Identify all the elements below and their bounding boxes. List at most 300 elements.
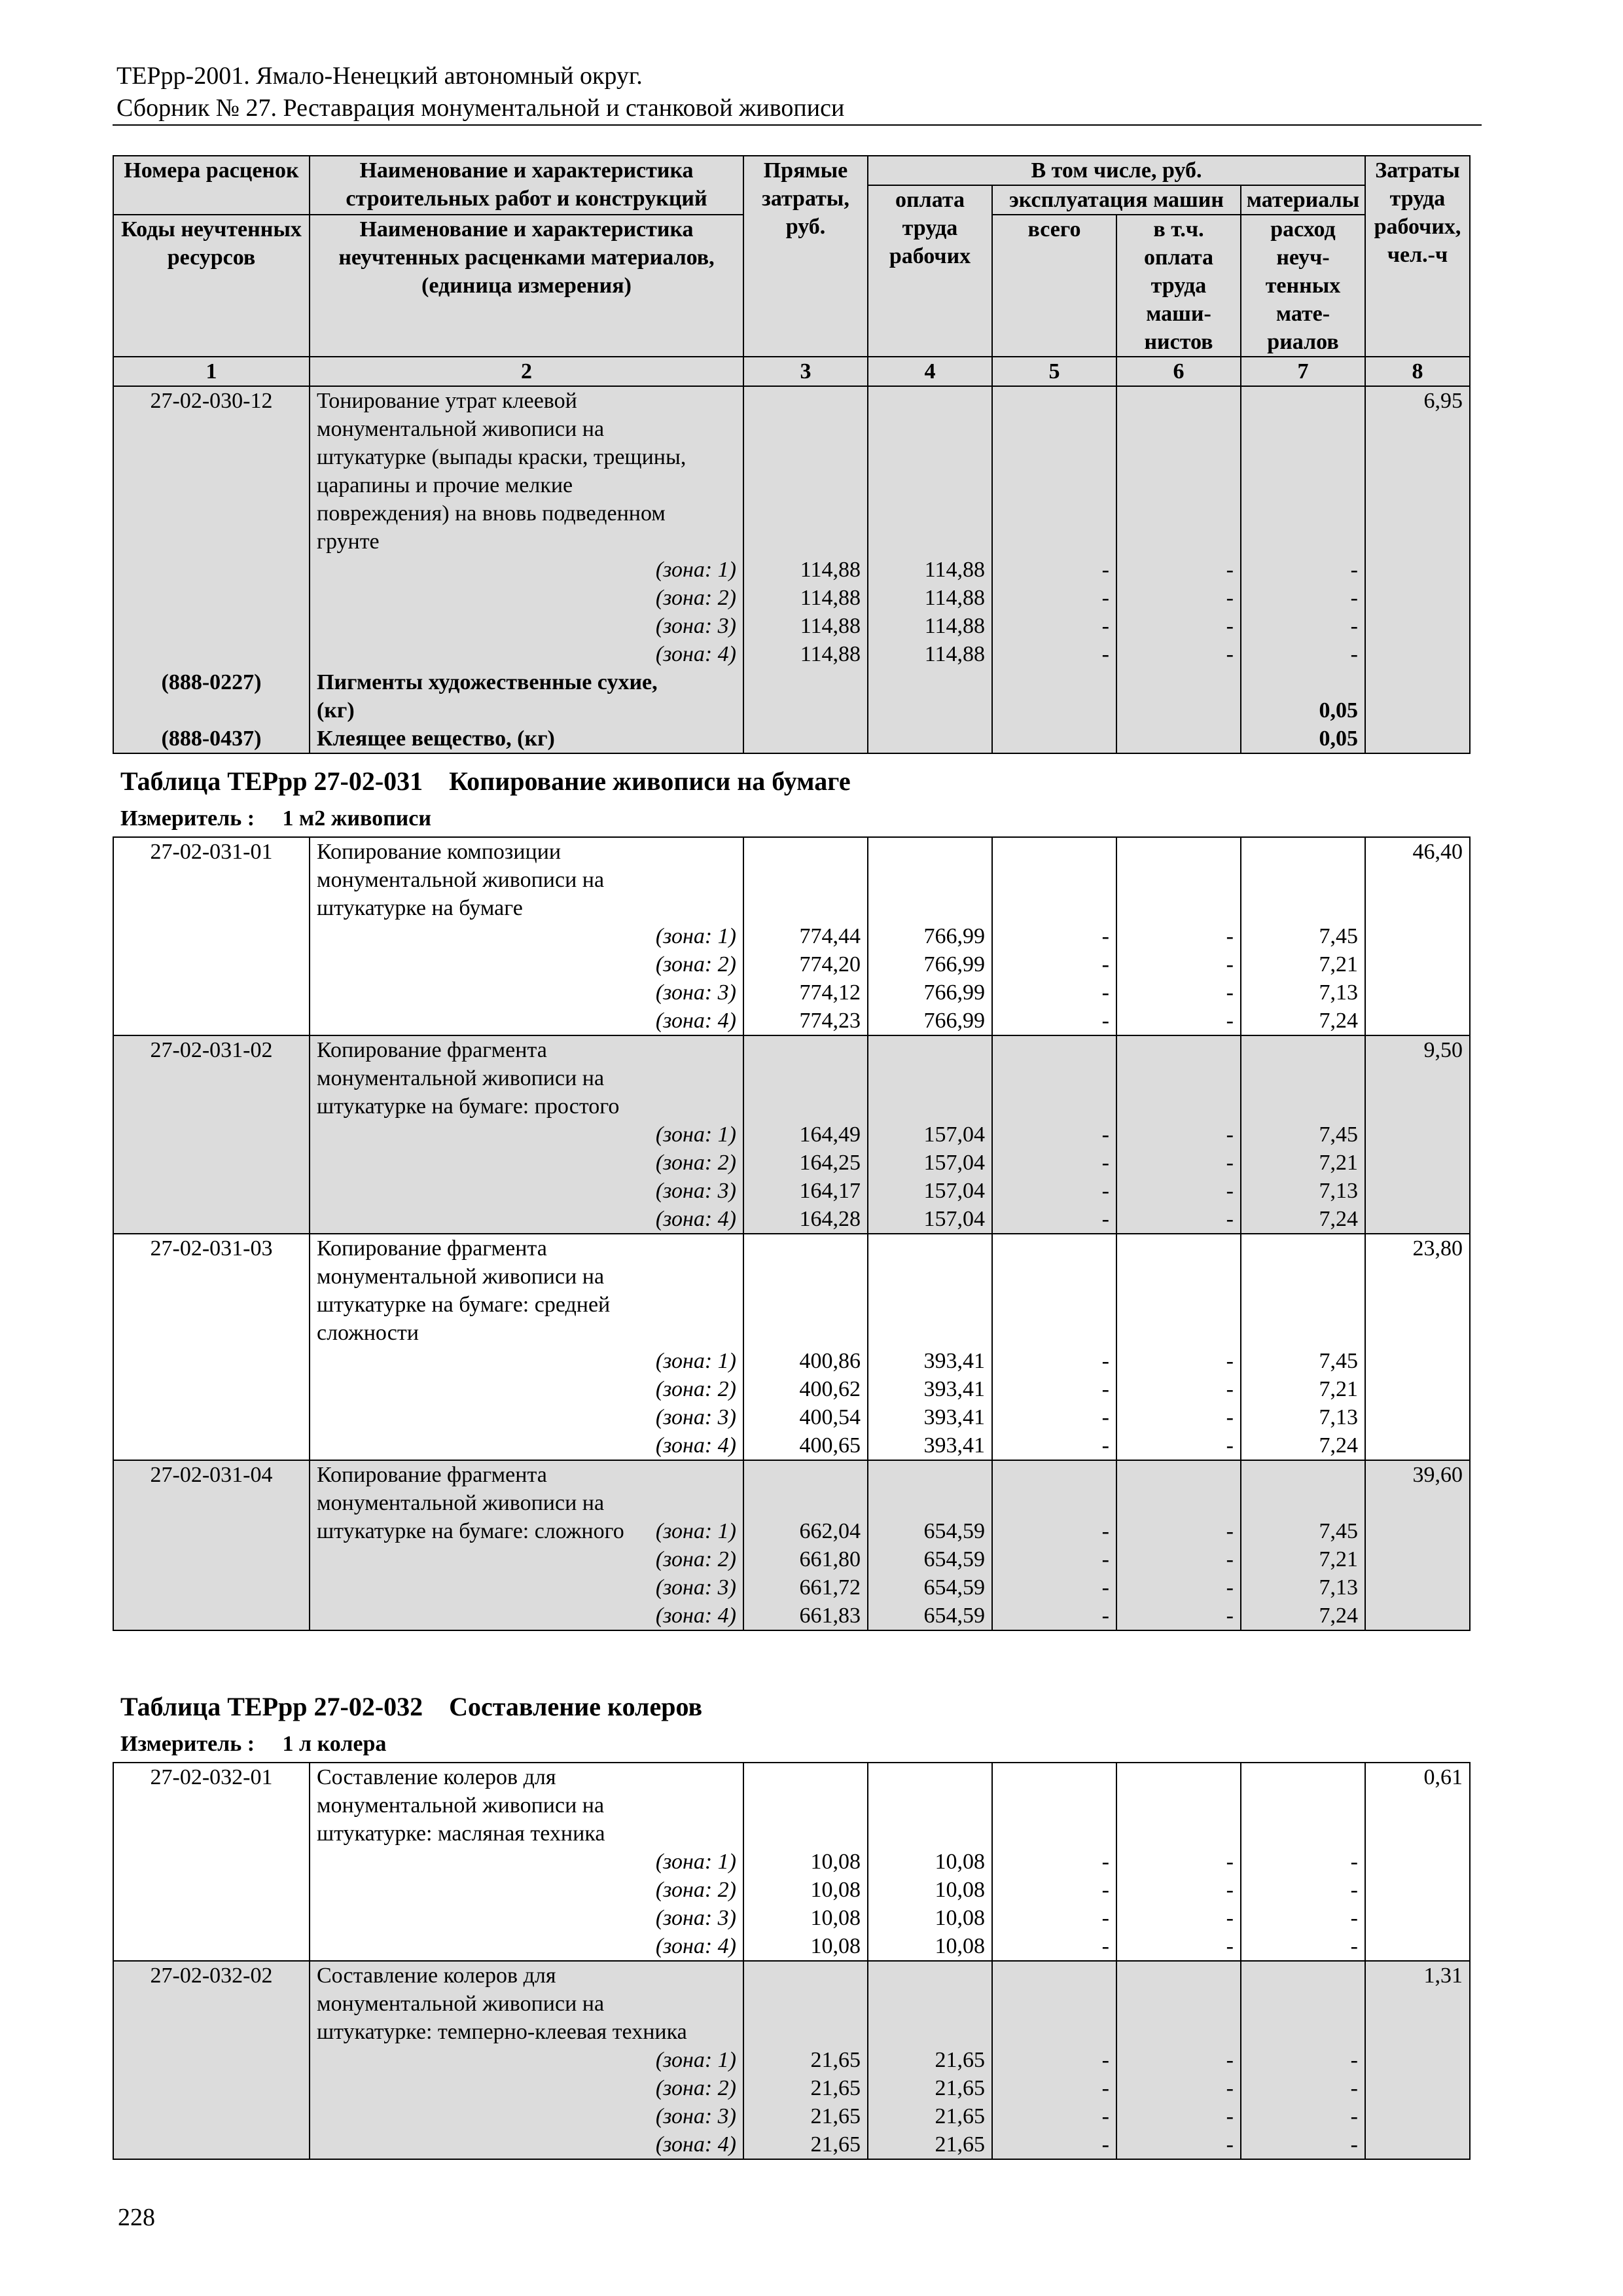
spacer <box>1241 528 1358 556</box>
zone-value: 400,86 <box>799 1349 861 1373</box>
spacer <box>1241 894 1358 922</box>
zone-value: 766,99 <box>923 924 985 948</box>
material-usage: 0,05 <box>1319 726 1358 751</box>
spacer <box>868 387 985 415</box>
zone-value: - <box>1226 1519 1234 1543</box>
table2-title: Таблица ТЕРрр 27-02-031 Копирование живописи на бумаге <box>120 766 851 796</box>
zone-value: 114,88 <box>800 642 861 666</box>
zone-value: 157,04 <box>923 1179 985 1203</box>
zone-label: (зона: 2) <box>655 2076 736 2100</box>
zone-label: (зона: 3) <box>655 980 736 1005</box>
zone-label: (зона: 3) <box>655 2104 736 2128</box>
value-cell-c3 <box>743 837 868 1035</box>
spacer <box>993 866 1109 894</box>
description-cell <box>310 1763 743 1961</box>
zone-value: 654,59 <box>923 1547 985 1571</box>
zone-value: - <box>1101 614 1109 638</box>
spacer <box>744 1461 861 1489</box>
zone-value: 21,65 <box>935 2076 985 2100</box>
spacer <box>744 443 861 471</box>
zone-value: - <box>1226 2104 1234 2128</box>
spacer <box>744 725 861 753</box>
zone-value: 114,88 <box>924 586 985 610</box>
zone-value: 10,08 <box>935 1850 985 1874</box>
spacer <box>114 443 309 471</box>
spacer <box>1241 668 1358 696</box>
spacer <box>1117 1461 1234 1489</box>
zone-value: - <box>1101 1906 1109 1930</box>
text-line: повреждения) на вновь подведенном <box>317 501 666 526</box>
spacer <box>993 1763 1109 1791</box>
labor-value: 6,95 <box>1423 389 1463 413</box>
spacer <box>1241 1990 1358 2018</box>
zone-value: 164,49 <box>799 1122 861 1147</box>
labor-cell <box>1365 386 1470 753</box>
zone-label: (зона: 4) <box>655 1433 736 1458</box>
spacer <box>868 1990 985 2018</box>
zone-value: 114,88 <box>924 642 985 666</box>
labor-cell <box>1365 1035 1470 1234</box>
spacer <box>1241 1763 1358 1791</box>
spacer <box>993 1820 1109 1848</box>
zone-value: - <box>1350 558 1358 582</box>
value-cell-c5 <box>992 1961 1116 2159</box>
spacer <box>1117 866 1234 894</box>
rate-code-cell <box>113 1035 310 1234</box>
zone-value: - <box>1350 2104 1358 2128</box>
spacer <box>868 415 985 443</box>
spacer <box>993 1319 1109 1347</box>
zone-value: 7,21 <box>1319 1547 1358 1571</box>
zone-value: 10,08 <box>810 1850 861 1874</box>
text-line: штукатурке: масляная техника <box>317 1821 605 1846</box>
zone-value: - <box>1226 980 1234 1005</box>
rate-code-cell <box>113 837 310 1035</box>
spacer <box>993 1036 1109 1064</box>
value-cell-c7 <box>1241 1460 1365 1630</box>
zone-value: - <box>1226 2048 1234 2072</box>
spacer <box>868 1820 985 1848</box>
spacer <box>114 415 309 443</box>
zone-value: 400,65 <box>799 1433 861 1458</box>
text-line: Копирование фрагмента <box>317 1038 547 1062</box>
text-line: штукатурке на бумаге: сложного <box>317 1519 624 1543</box>
zone-value: 654,59 <box>923 1604 985 1628</box>
zone-label: (зона: 1) <box>655 1519 736 1543</box>
zone-value: 766,99 <box>923 952 985 977</box>
spacer <box>993 894 1109 922</box>
zone-label: (зона: 3) <box>655 1179 736 1203</box>
spacer <box>868 696 985 725</box>
text-line: монументальной живописи на <box>317 417 605 441</box>
spacer <box>868 1962 985 1990</box>
zone-value: 157,04 <box>923 1207 985 1231</box>
spacer <box>1117 894 1234 922</box>
spacer <box>744 499 861 528</box>
value-cell-c4 <box>868 386 992 753</box>
zone-value: 654,59 <box>923 1519 985 1543</box>
zone-label: (зона: 1) <box>655 924 736 948</box>
spacer <box>868 2018 985 2046</box>
value-cell-c7 <box>1241 386 1365 753</box>
col-header-incl-wages: в т.ч. оплата труда маши-нистов <box>1116 215 1241 357</box>
zone-value: - <box>1101 1151 1109 1175</box>
zone-value: 21,65 <box>935 2104 985 2128</box>
spacer <box>744 1234 861 1263</box>
description-cell <box>310 837 743 1035</box>
zone-value: 774,44 <box>799 924 861 948</box>
table-row <box>113 1961 1470 2159</box>
spacer <box>1117 1234 1234 1263</box>
spacer <box>868 443 985 471</box>
spacer <box>744 528 861 556</box>
zone-value: 7,45 <box>1319 924 1358 948</box>
zone-value: 10,08 <box>935 1878 985 1902</box>
zone-label: (зона: 2) <box>655 1377 736 1401</box>
zone-value: - <box>1350 642 1358 666</box>
labor-cell <box>1365 1460 1470 1630</box>
value-cell-c4 <box>868 1234 992 1460</box>
spacer <box>114 556 309 584</box>
labor-cell <box>1365 837 1470 1035</box>
spacer <box>868 1763 985 1791</box>
text-line: монументальной живописи на <box>317 1265 605 1289</box>
zone-value: - <box>1226 1906 1234 1930</box>
spacer <box>1117 696 1234 725</box>
zone-value: 21,65 <box>935 2048 985 2072</box>
text-line: штукатурке на бумаге: средней <box>317 1293 611 1317</box>
zone-value: 10,08 <box>935 1934 985 1958</box>
labor-value: 0,61 <box>1423 1765 1463 1789</box>
zone-value: 164,28 <box>799 1207 861 1231</box>
material-code: (888-0227) <box>161 670 262 694</box>
zone-label: (зона: 4) <box>655 1604 736 1628</box>
value-cell-c6 <box>1116 837 1241 1035</box>
labor-value: 1,31 <box>1423 1964 1463 1988</box>
zone-label: (зона: 4) <box>655 1934 736 1958</box>
zone-value: 7,24 <box>1319 1433 1358 1458</box>
rate-code-cell <box>113 1961 310 2159</box>
col-header-numbers: Номера расценок <box>113 156 310 215</box>
value-cell-c7 <box>1241 1763 1365 1961</box>
spacer <box>993 2018 1109 2046</box>
zone-label: (зона: 4) <box>655 1009 736 1033</box>
spacer <box>993 471 1109 499</box>
zone-value: 7,24 <box>1319 1009 1358 1033</box>
description-cell <box>310 386 743 753</box>
running-header-line2: Сборник № 27. Реставрация монументальной и станковой живописи <box>116 94 845 122</box>
zone-label: (зона: 3) <box>655 614 736 638</box>
spacer <box>868 1092 985 1121</box>
zone-value: 400,54 <box>799 1405 861 1429</box>
zone-value: - <box>1350 1850 1358 1874</box>
spacer <box>1241 499 1358 528</box>
table-row <box>113 1234 1470 1460</box>
spacer <box>1241 1461 1358 1489</box>
zone-value: - <box>1101 2104 1109 2128</box>
spacer <box>114 696 309 725</box>
zone-value: - <box>1226 1151 1234 1175</box>
spacer <box>1241 1036 1358 1064</box>
spacer <box>868 1064 985 1092</box>
zone-value: - <box>1101 2076 1109 2100</box>
zone-label: (зона: 3) <box>655 1405 736 1429</box>
spacer <box>1241 415 1358 443</box>
table3-title: Таблица ТЕРрр 27-02-032 Составление колеров <box>120 1692 703 1721</box>
zone-value: - <box>1226 642 1234 666</box>
zone-value: - <box>1101 1575 1109 1600</box>
zone-value: - <box>1350 2132 1358 2157</box>
spacer <box>1117 1092 1234 1121</box>
zone-value: 393,41 <box>923 1433 985 1458</box>
spacer <box>744 1791 861 1820</box>
rate-code: 27-02-031-01 <box>150 840 273 864</box>
zone-value: 774,20 <box>799 952 861 977</box>
spacer <box>1117 499 1234 528</box>
spacer <box>868 866 985 894</box>
spacer <box>1117 1319 1234 1347</box>
spacer <box>744 1319 861 1347</box>
value-cell-c6 <box>1116 1460 1241 1630</box>
zone-value: 400,62 <box>799 1377 861 1401</box>
rate-code: 27-02-030-12 <box>150 389 273 413</box>
zone-value: - <box>1350 2048 1358 2072</box>
spacer <box>744 1036 861 1064</box>
zone-value: - <box>1226 1878 1234 1902</box>
col-header-name-top: Наименование и характеристика строительных работ и конструкций <box>310 156 743 215</box>
value-cell-c7 <box>1241 1035 1365 1234</box>
zone-value: - <box>1101 1207 1109 1231</box>
zone-label: (зона: 2) <box>655 1878 736 1902</box>
zone-value: 662,04 <box>799 1519 861 1543</box>
zone-value: 393,41 <box>923 1377 985 1401</box>
labor-value: 9,50 <box>1423 1038 1463 1062</box>
zone-value: 661,72 <box>799 1575 861 1600</box>
spacer <box>1117 471 1234 499</box>
value-cell-c3 <box>743 1035 868 1234</box>
spacer <box>1241 387 1358 415</box>
spacer <box>744 838 861 866</box>
zone-value: 10,08 <box>935 1906 985 1930</box>
labor-value: 46,40 <box>1412 840 1463 864</box>
zone-value: - <box>1226 1433 1234 1458</box>
zone-value: 661,80 <box>799 1547 861 1571</box>
spacer <box>114 499 309 528</box>
rate-code: 27-02-031-02 <box>150 1038 273 1062</box>
zone-value: - <box>1226 1179 1234 1203</box>
zone-value: - <box>1350 1934 1358 1958</box>
spacer <box>868 1291 985 1319</box>
zone-value: - <box>1101 1878 1109 1902</box>
page-number: 228 <box>118 2204 155 2231</box>
spacer <box>1117 1820 1234 1848</box>
spacer <box>993 1489 1109 1517</box>
col-header-total: всего <box>992 215 1116 357</box>
spacer <box>744 1763 861 1791</box>
col-num-4: 4 <box>868 357 992 386</box>
spacer <box>993 1461 1109 1489</box>
running-header-line1: ТЕРрр-2001. Ямало-Ненецкий автономный округ. <box>116 62 643 90</box>
zone-value: 21,65 <box>810 2132 861 2157</box>
zone-value: - <box>1350 1878 1358 1902</box>
zone-value: 7,45 <box>1319 1349 1358 1373</box>
col-num-8: 8 <box>1365 357 1470 386</box>
zone-value: - <box>1101 1179 1109 1203</box>
text-line: Копирование фрагмента <box>317 1236 547 1261</box>
rate-code-cell <box>113 1763 310 1961</box>
spacer <box>868 528 985 556</box>
zone-label: (зона: 2) <box>655 952 736 977</box>
spacer <box>993 1791 1109 1820</box>
spacer <box>744 1092 861 1121</box>
col-header-labor: Затраты труда рабочих, чел.-ч <box>1365 156 1470 357</box>
labor-cell <box>1365 1763 1470 1961</box>
col-header-mat-usage: расход неуч-тенных мате-риалов <box>1241 215 1365 357</box>
spacer <box>1117 415 1234 443</box>
spacer <box>1117 668 1234 696</box>
spacer <box>744 1962 861 1990</box>
zone-value: 393,41 <box>923 1405 985 1429</box>
spacer <box>1117 528 1234 556</box>
spacer <box>993 528 1109 556</box>
zone-value: - <box>1226 614 1234 638</box>
zone-value: 164,25 <box>799 1151 861 1175</box>
spacer <box>868 1461 985 1489</box>
zone-value: - <box>1350 586 1358 610</box>
spacer <box>744 1489 861 1517</box>
spacer <box>1117 1263 1234 1291</box>
material-code: (888-0437) <box>161 726 262 751</box>
zone-value: 661,83 <box>799 1604 861 1628</box>
col-header-wages: оплата труда рабочих <box>868 185 992 357</box>
zone-value: 114,88 <box>800 586 861 610</box>
zone-value: - <box>1226 1122 1234 1147</box>
zone-value: - <box>1101 1009 1109 1033</box>
spacer <box>1117 1791 1234 1820</box>
spacer <box>868 725 985 753</box>
value-cell-c4 <box>868 837 992 1035</box>
description-cell <box>310 1234 743 1460</box>
zone-value: 10,08 <box>810 1906 861 1930</box>
spacer <box>1241 443 1358 471</box>
spacer <box>993 1064 1109 1092</box>
zone-value: 766,99 <box>923 980 985 1005</box>
zone-value: - <box>1101 1850 1109 1874</box>
spacer <box>744 1291 861 1319</box>
value-cell-c3 <box>743 386 868 753</box>
col-header-direct: Прямые затраты, руб. <box>743 156 868 357</box>
zone-value: 7,45 <box>1319 1122 1358 1147</box>
spacer <box>993 443 1109 471</box>
spacer <box>1241 1234 1358 1263</box>
zone-value: 7,13 <box>1319 1405 1358 1429</box>
value-cell-c5 <box>992 837 1116 1035</box>
zone-label: (зона: 1) <box>655 1122 736 1147</box>
zone-value: 7,24 <box>1319 1207 1358 1231</box>
zone-label: (зона: 1) <box>655 2048 736 2072</box>
spacer <box>1241 471 1358 499</box>
zone-label: (зона: 1) <box>655 558 736 582</box>
value-cell-c3 <box>743 1460 868 1630</box>
spacer <box>993 1291 1109 1319</box>
spacer <box>744 1820 861 1848</box>
spacer <box>1241 1791 1358 1820</box>
zone-label: (зона: 1) <box>655 1349 736 1373</box>
spacer <box>993 415 1109 443</box>
table-row <box>113 1035 1470 1234</box>
value-cell-c7 <box>1241 1234 1365 1460</box>
zone-value: - <box>1101 1377 1109 1401</box>
zone-value: - <box>1101 1934 1109 1958</box>
zone-value: 21,65 <box>810 2104 861 2128</box>
spacer <box>993 725 1109 753</box>
spacer <box>1241 1291 1358 1319</box>
text-line: Составление колеров для <box>317 1765 556 1789</box>
spacer <box>1241 1319 1358 1347</box>
spacer <box>993 1990 1109 2018</box>
spacer <box>114 584 309 612</box>
spacer <box>1241 1263 1358 1291</box>
spacer <box>993 838 1109 866</box>
zone-value: 7,21 <box>1319 952 1358 977</box>
zone-value: - <box>1350 614 1358 638</box>
table-row <box>113 1460 1470 1630</box>
zone-value: - <box>1226 1377 1234 1401</box>
header-rule <box>113 124 1482 126</box>
spacer <box>1117 725 1234 753</box>
text-line: штукатурке: темперно-клеевая техника <box>317 2020 687 2044</box>
text-line: монументальной живописи на <box>317 1491 605 1515</box>
zone-value: 7,24 <box>1319 1604 1358 1628</box>
zone-label: (зона: 2) <box>655 1547 736 1571</box>
table-27-02-032 <box>113 1762 1471 2160</box>
zone-value: 766,99 <box>923 1009 985 1033</box>
rate-code: 27-02-031-04 <box>150 1463 273 1487</box>
spacer <box>744 1263 861 1291</box>
value-cell-c5 <box>992 1035 1116 1234</box>
text-line: монументальной живописи на <box>317 1066 605 1090</box>
text-line: царапины и прочие мелкие <box>317 473 573 497</box>
zone-label: (зона: 3) <box>655 1575 736 1600</box>
text-line: штукатурке на бумаге: простого <box>317 1094 620 1119</box>
value-cell-c5 <box>992 386 1116 753</box>
zone-value: - <box>1226 1604 1234 1628</box>
zone-value: - <box>1101 2048 1109 2072</box>
spacer <box>1117 1291 1234 1319</box>
spacer <box>993 696 1109 725</box>
labor-value: 23,80 <box>1412 1236 1463 1261</box>
spacer <box>744 1990 861 2018</box>
value-cell-c4 <box>868 1763 992 1961</box>
spacer <box>868 471 985 499</box>
zone-value: 774,23 <box>799 1009 861 1033</box>
rate-code: 27-02-032-01 <box>150 1765 273 1789</box>
zone-value: - <box>1226 1547 1234 1571</box>
value-cell-c3 <box>743 1961 868 2159</box>
text-line: грунте <box>317 529 380 554</box>
col-num-7: 7 <box>1241 357 1365 386</box>
zone-value: 7,21 <box>1319 1377 1358 1401</box>
spacer <box>993 1263 1109 1291</box>
zone-value: - <box>1226 1850 1234 1874</box>
spacer <box>1117 1064 1234 1092</box>
spacer <box>1117 838 1234 866</box>
value-cell-c5 <box>992 1460 1116 1630</box>
zone-value: - <box>1226 1207 1234 1231</box>
description-cell <box>310 1460 743 1630</box>
zone-value: 114,88 <box>924 558 985 582</box>
value-cell-c6 <box>1116 386 1241 753</box>
